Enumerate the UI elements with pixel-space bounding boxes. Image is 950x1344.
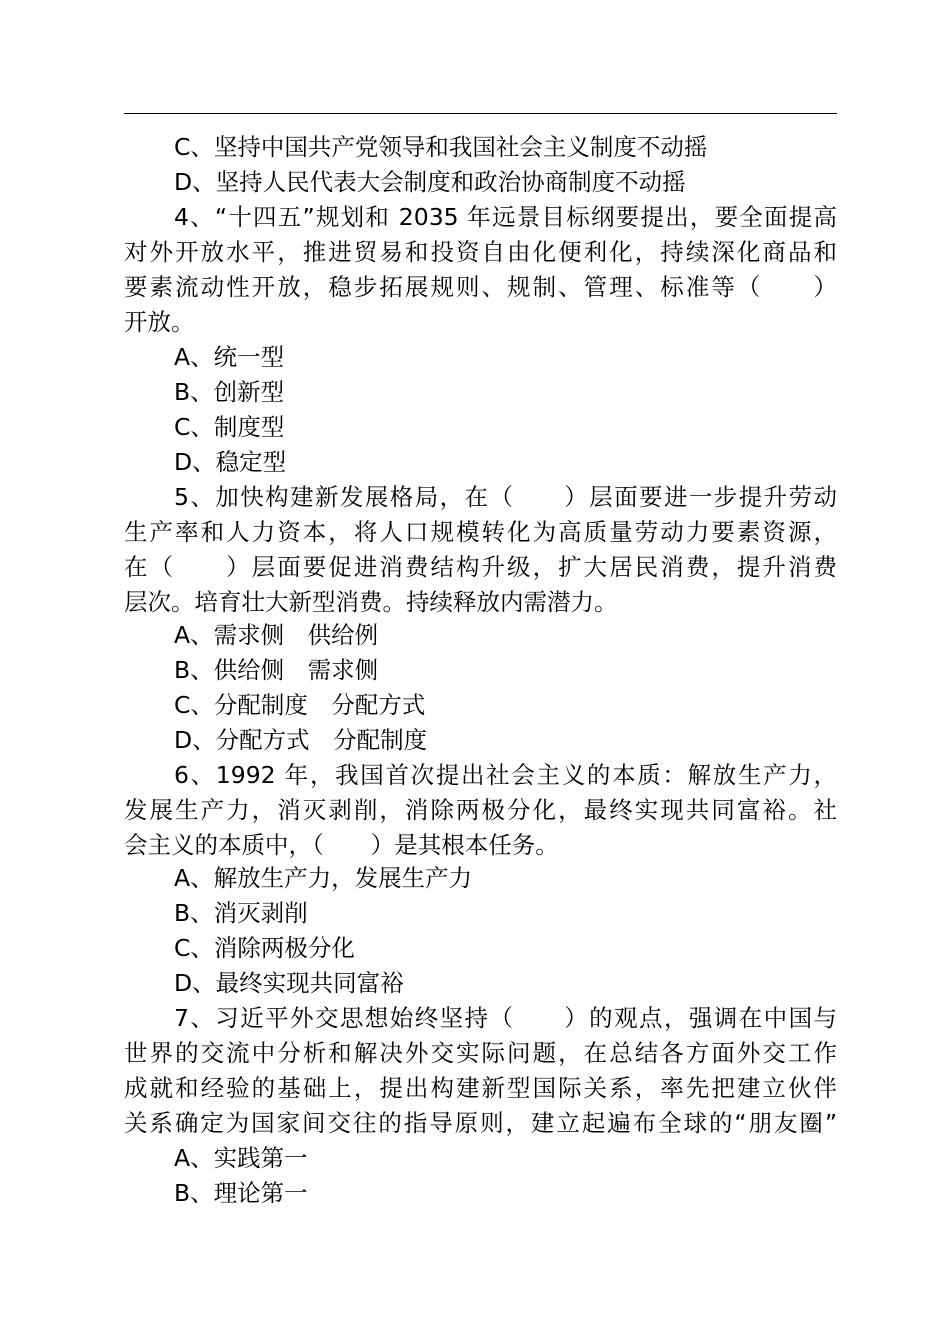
q6-stem-line: 会主义的本质中，（ ）是其根本任务。: [124, 831, 559, 859]
q7-stem-line: 成就和经验的基础上，提出构建新型国际关系，率先把建立伙伴: [124, 1074, 837, 1102]
q4-option-d: D、稳定型: [174, 448, 287, 476]
header-rule: [124, 113, 837, 114]
q5-stem-line: 在（ ）层面要促进消费结构升级，扩大居民消费，提升消费: [124, 553, 837, 581]
q5-stem-line: 5、加快构建新发展格局，在（ ）层面要进一步提升劳动: [174, 483, 837, 511]
q4-option-c: C、制度型: [174, 413, 285, 441]
q4-stem-line: 开放。: [124, 308, 195, 336]
q4-option-b: B、创新型: [174, 378, 285, 406]
q5-stem-line: 生产率和人力资本，将人口规模转化为高质量劳动力要素资源，: [124, 518, 837, 546]
q6-stem-line: 发展生产力，消灭剥削，消除两极分化，最终实现共同富裕。社: [124, 796, 837, 824]
q4-option-a: A、统一型: [174, 343, 285, 371]
q4-stem-line: 要素流动性开放，稳步拓展规则、规制、管理、标准等（ ）: [124, 273, 837, 301]
q7-stem-line: 7、习近平外交思想始终坚持（ ）的观点，强调在中国与: [174, 1004, 837, 1032]
q6-stem-line: 6、1992 年，我国首次提出社会主义的本质：解放生产力，: [174, 761, 837, 789]
q5-option-b: B、供给侧 需求侧: [174, 656, 379, 684]
q3-option-c: C、坚持中国共产党领导和我国社会主义制度不动摇: [174, 133, 708, 161]
q7-option-b: B、理论第一: [174, 1179, 308, 1207]
q5-option-d: D、分配方式 分配制度: [174, 726, 428, 754]
q7-stem-line: 世界的交流中分析和解决外交实际问题，在总结各方面外交工作: [124, 1039, 837, 1067]
q3-option-d: D、坚持人民代表大会制度和政治协商制度不动摇: [174, 168, 686, 196]
q6-option-b: B、消灭剥削: [174, 899, 308, 927]
q5-option-c: C、分配制度 分配方式: [174, 691, 426, 719]
q4-stem-line: 4、“十四五”规划和 2035 年远景目标纲要提出，要全面提高: [174, 203, 837, 231]
q6-option-d: D、最终实现共同富裕: [174, 969, 404, 997]
q6-option-c: C、消除两极分化: [174, 934, 355, 962]
q4-stem-line: 对外开放水平，推进贸易和投资自由化便利化，持续深化商品和: [124, 238, 837, 266]
q6-option-a: A、解放生产力，发展生产力: [174, 864, 473, 892]
q5-option-a: A、需求侧 供给例: [174, 621, 379, 649]
q7-stem-line: 关系确定为国家间交往的指导原则，建立起遍布全球的“朋友圈”: [124, 1109, 837, 1137]
q5-stem-line: 层次。培育壮大新型消费。持续释放内需潜力。: [124, 588, 618, 616]
q7-option-a: A、实践第一: [174, 1144, 308, 1172]
